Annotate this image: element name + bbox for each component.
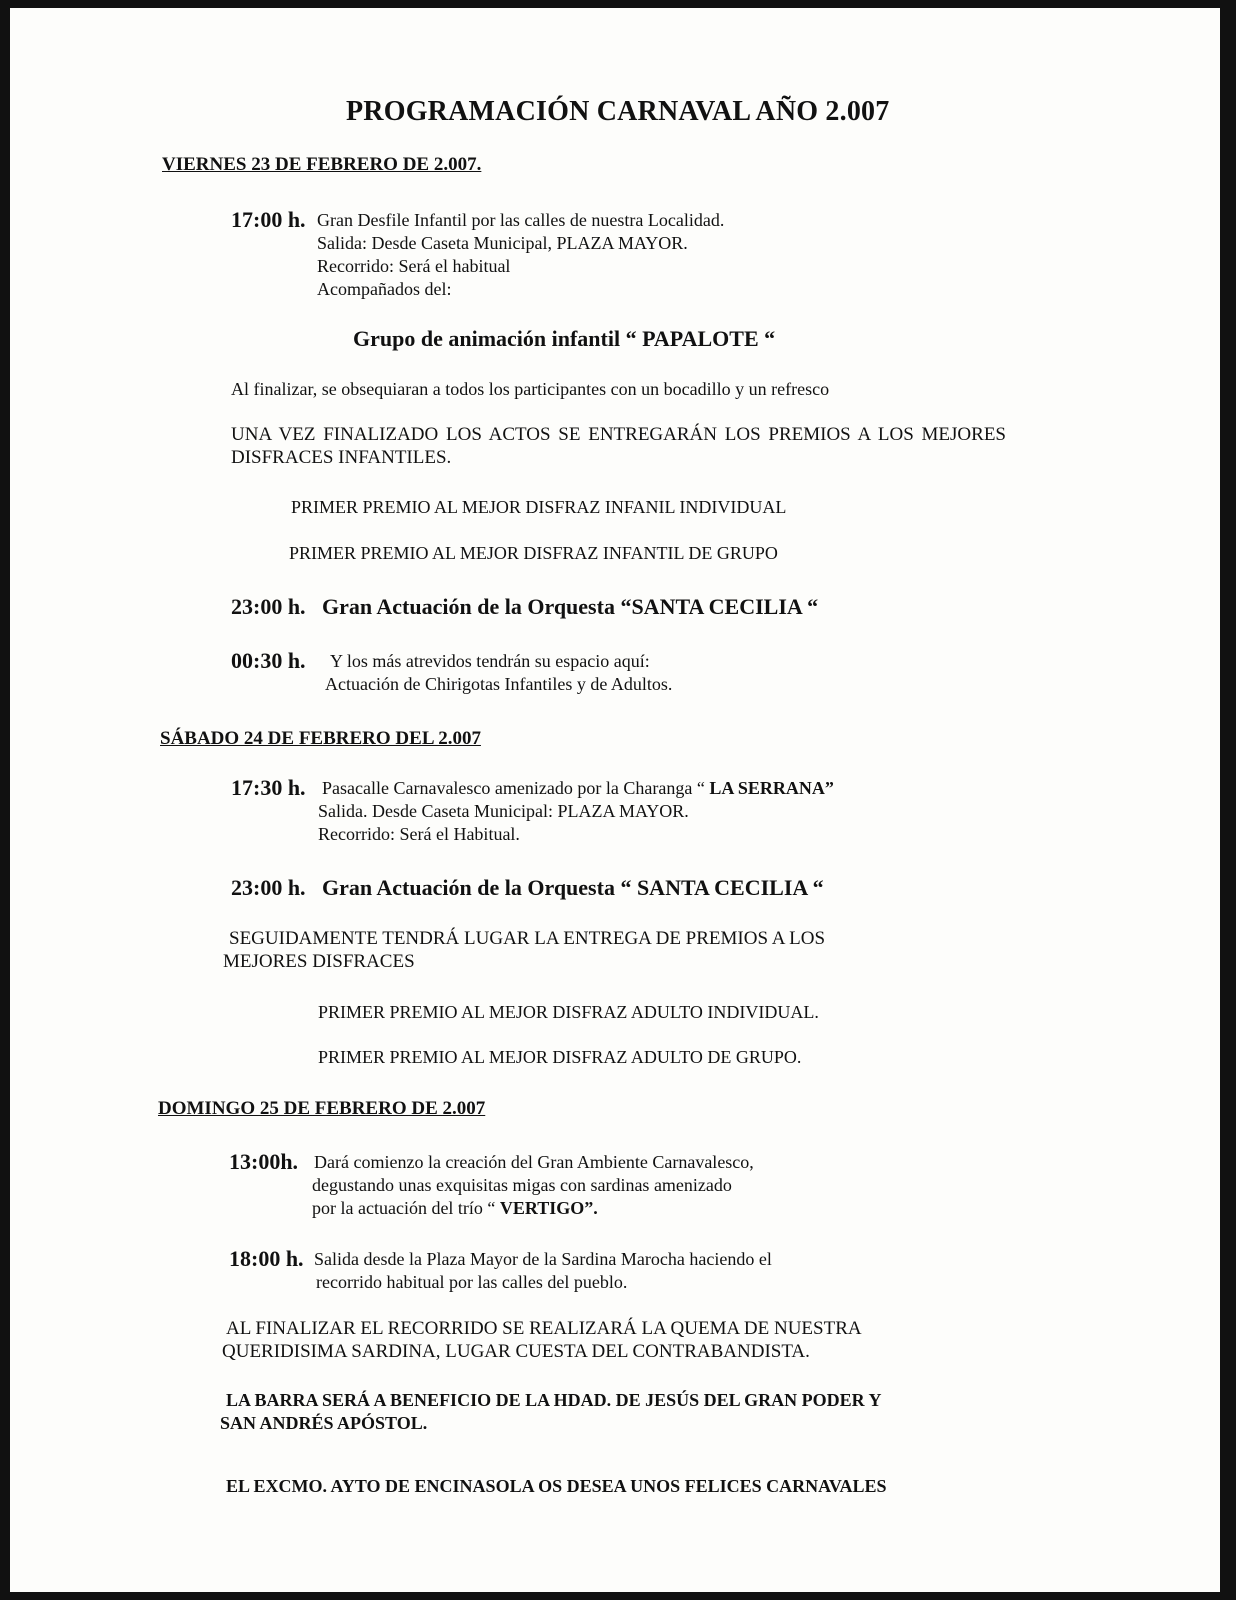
saturday-event2-time: 23:00 h. [231,875,306,900]
saturday-prize-group: PRIMER PREMIO AL MEJOR DISFRAZ ADULTO DE GRUPO. [318,1047,802,1067]
friday-awards-text: UNA VEZ FINALIZADO LOS ACTOS SE ENTREGARÁN LOS PREMIOS A LOS MEJORES DISFRACES INFANTILES. [231,424,1006,468]
saturday-prize-individual: PRIMER PREMIO AL MEJOR DISFRAZ ADULTO INDIVIDUAL. [318,1002,819,1022]
sunday-event2-time: 18:00 h. [229,1246,304,1271]
saturday-awards-line1: SEGUIDAMENTE TENDRÁ LUGAR LA ENTREGA DE PREMIOS A LOS [229,928,826,949]
friday-event3-line1: Y los más atrevidos tendrán su espacio aquí: [330,651,650,671]
friday-event2-text: Gran Actuación de la Orquesta “SANTA CECILIA “ [322,594,819,619]
page-title: PROGRAMACIÓN CARNAVAL AÑO 2.007 [346,96,890,127]
saturday-heading: SÁBADO 24 DE FEBRERO DEL 2.007 [160,728,481,749]
sunday-event1-line3 [312,1198,598,1219]
sunday-burn-line2: QUERIDISIMA SARDINA, LUGAR CUESTA DEL CONTRABANDISTA. [222,1341,810,1362]
friday-event1-line2: Salida: Desde Caseta Municipal, PLAZA MAYOR. [317,233,688,253]
friday-event1-time: 17:00 h. [231,207,306,232]
friday-event3-line2: Actuación de Chirigotas Infantiles y de Adultos. [325,674,673,694]
sunday-bar-line1: LA BARRA SERÁ A BENEFICIO DE LA HDAD. DE JESÚS DEL GRAN PODER Y [226,1390,882,1410]
saturday-awards-line2: MEJORES DISFRACES [223,951,415,972]
sunday-event2-line1: Salida desde la Plaza Mayor de la Sardina Marocha haciendo el [314,1249,772,1269]
sunday-event2-line2: recorrido habitual por las calles del pueblo. [316,1272,628,1292]
saturday-event1-line1-text: Pasacalle Carnavalesco amenizado por la Charanga “ [322,778,705,798]
saturday-event1-time: 17:30 h. [231,775,306,800]
sunday-bar-line2: SAN ANDRÉS APÓSTOL. [220,1413,428,1433]
friday-event1-line4: Acompañados del: [317,279,452,299]
friday-event1-line1: Gran Desfile Infantil por las calles de nuestra Localidad. [317,210,725,230]
friday-prize-individual: PRIMER PREMIO AL MEJOR DISFRAZ INFANIL INDIVIDUAL [291,497,787,517]
friday-event2-time: 23:00 h. [231,594,306,619]
saturday-event2-text: Gran Actuación de la Orquesta “ SANTA CECILIA “ [322,875,824,900]
saturday-charanga-name: LA SERRANA” [709,778,834,798]
friday-event1-line3: Recorrido: Será el habitual [317,256,511,276]
document-page [10,8,1220,1592]
saturday-event1-line1 [322,778,834,799]
friday-prize-group: PRIMER PREMIO AL MEJOR DISFRAZ INFANTIL DE GRUPO [289,543,778,563]
friday-heading: VIERNES 23 DE FEBRERO DE 2.007. [162,154,482,175]
sunday-event1-line2: degustando unas exquisitas migas con sardinas amenizado [312,1175,732,1195]
sunday-heading: DOMINGO 25 DE FEBRERO DE 2.007 [158,1098,486,1119]
friday-animation-group: Grupo de animación infantil “ PAPALOTE “ [353,326,776,351]
closing-message: EL EXCMO. AYTO DE ENCINASOLA OS DESEA UNOS FELICES CARNAVALES [226,1476,887,1496]
friday-event3-time: 00:30 h. [231,648,306,673]
sunday-event1-time: 13:00h. [229,1149,299,1174]
sunday-trio-name: VERTIGO”. [499,1198,598,1218]
friday-snack-note: Al finalizar, se obsequiaran a todos los participantes con un bocadillo y un refresco [231,379,830,399]
sunday-event1-line3-text: por la actuación del trío “ [312,1198,496,1218]
sunday-burn-line1: AL FINALIZAR EL RECORRIDO SE REALIZARÁ LA QUEMA DE NUESTRA [226,1318,862,1339]
saturday-event1-line2: Salida. Desde Caseta Municipal: PLAZA MAYOR. [318,801,689,821]
saturday-event1-line3: Recorrido: Será el Habitual. [318,824,520,844]
sunday-event1-line1: Dará comienzo la creación del Gran Ambiente Carnavalesco, [314,1152,754,1172]
